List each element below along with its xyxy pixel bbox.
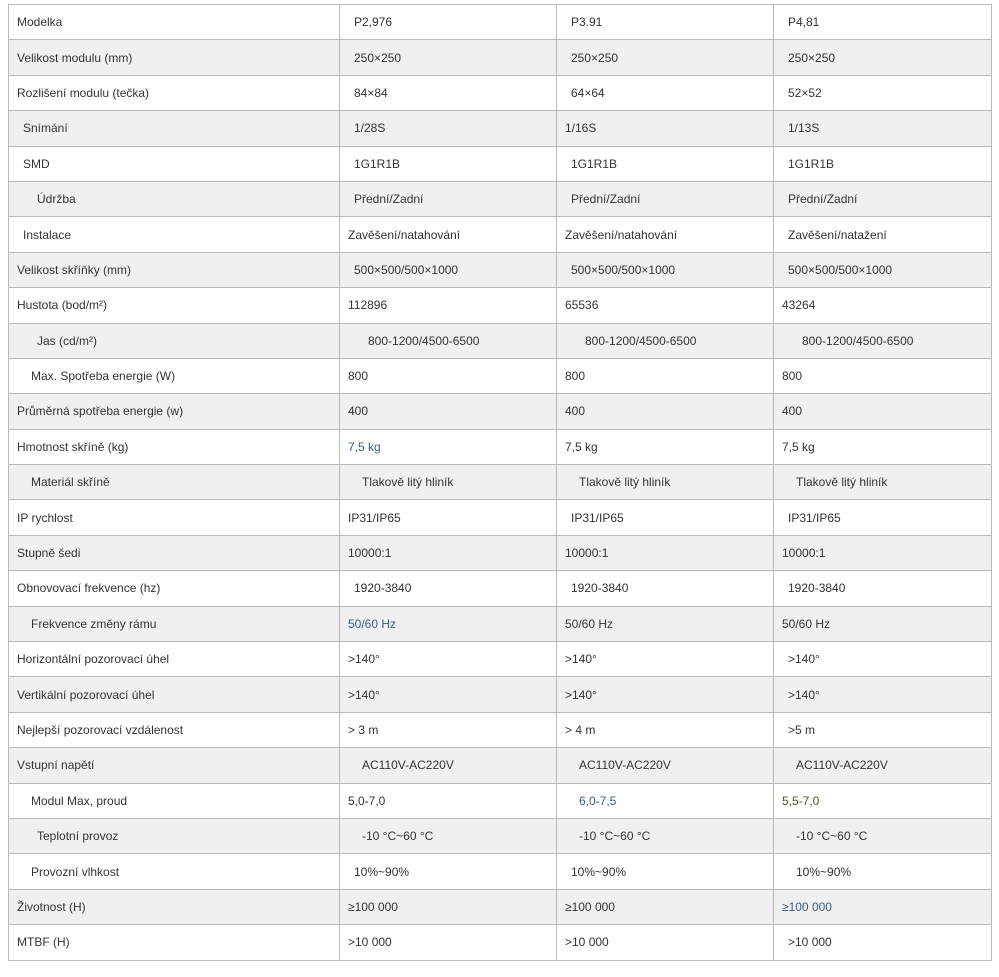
row-label: Velikost modulu (mm) bbox=[9, 40, 340, 75]
row-label: Životnost (H) bbox=[9, 889, 340, 924]
cell-value: 800 bbox=[557, 358, 774, 393]
row-label: IP rychlost bbox=[9, 500, 340, 535]
cell-value: >140° bbox=[340, 677, 557, 712]
table-row bbox=[9, 571, 992, 606]
cell-value: 250×250 bbox=[557, 40, 774, 75]
row-label: Průměrná spotřeba energie (w) bbox=[9, 394, 340, 429]
cell-value: 1G1R1B bbox=[774, 146, 992, 181]
cell-value: 50/60 Hz bbox=[340, 606, 557, 641]
table-row bbox=[9, 818, 992, 853]
row-label: Stupně šedi bbox=[9, 535, 340, 570]
row-label: MTBF (H) bbox=[9, 925, 340, 960]
table-row bbox=[9, 500, 992, 535]
cell-value: >140° bbox=[557, 677, 774, 712]
cell-value: 500×500/500×1000 bbox=[557, 252, 774, 287]
table-row bbox=[9, 889, 992, 924]
cell-value: >140° bbox=[557, 642, 774, 677]
cell-value: ≥100 000 bbox=[774, 889, 992, 924]
row-label: Vertikální pozorovací úhel bbox=[9, 677, 340, 712]
cell-value: Tlakově litý hliník bbox=[774, 465, 992, 500]
cell-value: Přední/Zadní bbox=[557, 181, 774, 216]
row-label: Hmotnost skříně (kg) bbox=[9, 429, 340, 464]
cell-value: > 3 m bbox=[340, 712, 557, 747]
cell-value: 10000:1 bbox=[340, 535, 557, 570]
cell-value: 800-1200/4500-6500 bbox=[774, 323, 992, 358]
cell-value: >10 000 bbox=[557, 925, 774, 960]
cell-value: 6,0-7,5 bbox=[557, 783, 774, 818]
row-label: Rozlišení modulu (tečka) bbox=[9, 75, 340, 110]
row-label: Velikost skříňky (mm) bbox=[9, 252, 340, 287]
cell-value: >140° bbox=[774, 677, 992, 712]
cell-value: 800 bbox=[774, 358, 992, 393]
cell-value: 112896 bbox=[340, 288, 557, 323]
cell-value: Tlakově litý hliník bbox=[557, 465, 774, 500]
cell-value: 1920-3840 bbox=[557, 571, 774, 606]
row-label: Materiál skříně bbox=[9, 465, 340, 500]
cell-value: 800-1200/4500-6500 bbox=[557, 323, 774, 358]
cell-value: 400 bbox=[557, 394, 774, 429]
cell-value: 1G1R1B bbox=[557, 146, 774, 181]
cell-value: 250×250 bbox=[340, 40, 557, 75]
table-row bbox=[9, 5, 992, 40]
cell-value: 400 bbox=[774, 394, 992, 429]
table-row bbox=[9, 394, 992, 429]
cell-value: Zavěšení/natahování bbox=[340, 217, 557, 252]
cell-value: 5,0-7,0 bbox=[340, 783, 557, 818]
row-label: Modul Max, proud bbox=[9, 783, 340, 818]
cell-value: 250×250 bbox=[774, 40, 992, 75]
cell-value: 10%~90% bbox=[557, 854, 774, 889]
table-row bbox=[9, 40, 992, 75]
table-row bbox=[9, 111, 992, 146]
cell-value: Přední/Zadní bbox=[774, 181, 992, 216]
row-label: Snímání bbox=[9, 111, 340, 146]
cell-value: 50/60 Hz bbox=[774, 606, 992, 641]
cell-value: >5 m bbox=[774, 712, 992, 747]
row-label: Jas (cd/m²) bbox=[9, 323, 340, 358]
row-label: Modelka bbox=[9, 5, 340, 40]
row-label: Teplotní provoz bbox=[9, 818, 340, 853]
cell-value: 10%~90% bbox=[774, 854, 992, 889]
cell-value: 1G1R1B bbox=[340, 146, 557, 181]
cell-value: ≥100 000 bbox=[557, 889, 774, 924]
cell-value: 500×500/500×1000 bbox=[774, 252, 992, 287]
row-label: Obnovovací frekvence (hz) bbox=[9, 571, 340, 606]
row-label: Max. Spotřeba energie (W) bbox=[9, 358, 340, 393]
cell-value: P3.91 bbox=[557, 5, 774, 40]
cell-value: Tlakově litý hliník bbox=[340, 465, 557, 500]
table-row bbox=[9, 642, 992, 677]
cell-value: ≥100 000 bbox=[340, 889, 557, 924]
table-row bbox=[9, 181, 992, 216]
table-row bbox=[9, 75, 992, 110]
row-label: Hustota (bod/m²) bbox=[9, 288, 340, 323]
cell-value: 7,5 kg bbox=[774, 429, 992, 464]
row-label: Nejlepší pozorovací vzdálenost bbox=[9, 712, 340, 747]
cell-value: IP31/IP65 bbox=[340, 500, 557, 535]
cell-value: Zavěšení/natažení bbox=[774, 217, 992, 252]
cell-value: IP31/IP65 bbox=[557, 500, 774, 535]
cell-value: 1920-3840 bbox=[774, 571, 992, 606]
cell-value: 800 bbox=[340, 358, 557, 393]
cell-value: 52×52 bbox=[774, 75, 992, 110]
cell-value: 64×64 bbox=[557, 75, 774, 110]
table-row bbox=[9, 748, 992, 783]
table-row bbox=[9, 535, 992, 570]
cell-value: > 4 m bbox=[557, 712, 774, 747]
row-label: Vstupní napětí bbox=[9, 748, 340, 783]
cell-value: 400 bbox=[340, 394, 557, 429]
cell-value: 800-1200/4500-6500 bbox=[340, 323, 557, 358]
table-row bbox=[9, 465, 992, 500]
cell-value: AC110V-AC220V bbox=[340, 748, 557, 783]
cell-value: >10 000 bbox=[774, 925, 992, 960]
row-label: Provozní vlhkost bbox=[9, 854, 340, 889]
cell-value: P4,81 bbox=[774, 5, 992, 40]
cell-value: P2,976 bbox=[340, 5, 557, 40]
table-row bbox=[9, 217, 992, 252]
table-row bbox=[9, 925, 992, 960]
cell-value: 1920-3840 bbox=[340, 571, 557, 606]
cell-value: AC110V-AC220V bbox=[774, 748, 992, 783]
cell-value: 1/13S bbox=[774, 111, 992, 146]
cell-value: IP31/IP65 bbox=[774, 500, 992, 535]
row-label: Horizontální pozorovací úhel bbox=[9, 642, 340, 677]
table-row bbox=[9, 854, 992, 889]
row-label: Instalace bbox=[9, 217, 340, 252]
cell-value: 10000:1 bbox=[774, 535, 992, 570]
cell-value: 84×84 bbox=[340, 75, 557, 110]
cell-value: 500×500/500×1000 bbox=[340, 252, 557, 287]
table-row bbox=[9, 677, 992, 712]
table-row bbox=[9, 783, 992, 818]
spec-table bbox=[8, 4, 992, 961]
cell-value: Přední/Zadní bbox=[340, 181, 557, 216]
cell-value: 5,5-7,0 bbox=[774, 783, 992, 818]
cell-value: 7,5 kg bbox=[340, 429, 557, 464]
cell-value: >140° bbox=[774, 642, 992, 677]
cell-value: 1/16S bbox=[557, 111, 774, 146]
cell-value: >140° bbox=[340, 642, 557, 677]
table-row bbox=[9, 712, 992, 747]
cell-value: Zavěšení/natahování bbox=[557, 217, 774, 252]
row-label: SMD bbox=[9, 146, 340, 181]
spec-table-container bbox=[8, 4, 991, 961]
cell-value: 43264 bbox=[774, 288, 992, 323]
cell-value: AC110V-AC220V bbox=[557, 748, 774, 783]
table-row bbox=[9, 252, 992, 287]
table-row bbox=[9, 288, 992, 323]
table-row bbox=[9, 358, 992, 393]
cell-value: 1/28S bbox=[340, 111, 557, 146]
cell-value: 10000:1 bbox=[557, 535, 774, 570]
table-row bbox=[9, 323, 992, 358]
cell-value: 65536 bbox=[557, 288, 774, 323]
cell-value: -10 °C~60 °C bbox=[340, 818, 557, 853]
table-row bbox=[9, 429, 992, 464]
cell-value: 7,5 kg bbox=[557, 429, 774, 464]
cell-value: >10 000 bbox=[340, 925, 557, 960]
row-label: Údržba bbox=[9, 181, 340, 216]
cell-value: -10 °C~60 °C bbox=[557, 818, 774, 853]
table-row bbox=[9, 606, 992, 641]
table-row bbox=[9, 146, 992, 181]
cell-value: 10%~90% bbox=[340, 854, 557, 889]
cell-value: 50/60 Hz bbox=[557, 606, 774, 641]
cell-value: -10 °C~60 °C bbox=[774, 818, 992, 853]
row-label: Frekvence změny rámu bbox=[9, 606, 340, 641]
